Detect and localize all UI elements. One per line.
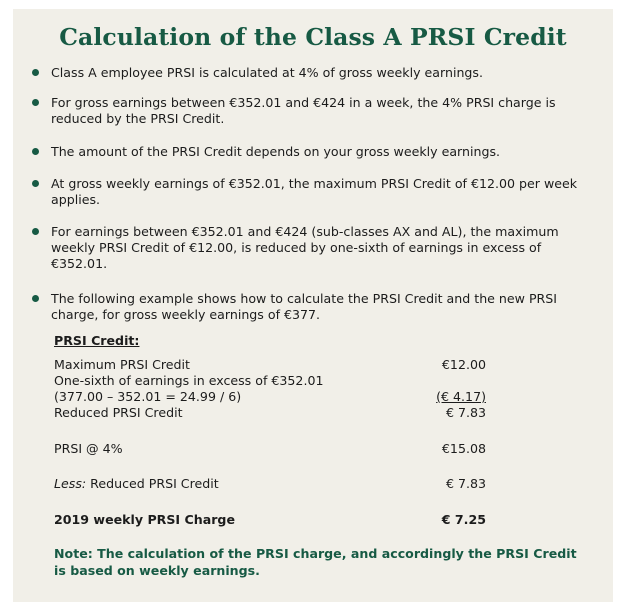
bullet-text: The following example shows how to calculate the PRSI Credit and the new PRSI charge, for gross weekly earnings of €377. xyxy=(51,291,558,322)
bullet-dot-icon xyxy=(32,148,39,155)
bullet-item xyxy=(51,95,581,127)
calc-heading: PRSI Credit: xyxy=(54,333,140,348)
max-credit-value: €12.00 xyxy=(441,357,486,372)
info-panel xyxy=(13,9,613,602)
bullet-dot-icon xyxy=(32,295,39,302)
less-prefix: Less: xyxy=(54,476,87,491)
bullet-item xyxy=(51,176,581,208)
one-sixth-value: (€ 4.17) xyxy=(436,389,486,404)
bullet-dot-icon xyxy=(32,69,39,76)
less-credit-label: Reduced PRSI Credit xyxy=(90,476,219,491)
bullet-text: For gross earnings between €352.01 and €424 in a week, the 4% PRSI charge is reduced by the PRSI Credit. xyxy=(51,95,556,126)
bullet-item xyxy=(51,291,581,323)
bullet-text: For earnings between €352.01 and €424 (sub-classes AX and AL), the maximum weekly PRSI Credit of €12.00, is reduced by one-sixth of earnings in excess of €352.01. xyxy=(51,224,559,271)
less-credit-row xyxy=(54,476,219,492)
bullet-text: The amount of the PRSI Credit depends on your gross weekly earnings. xyxy=(51,144,501,159)
bullet-text: Class A employee PRSI is calculated at 4% of gross weekly earnings. xyxy=(51,65,483,80)
reduced-credit-value: € 7.83 xyxy=(445,405,486,420)
prsi-rate-value: €15.08 xyxy=(441,441,486,456)
max-credit-label: Maximum PRSI Credit xyxy=(54,357,190,372)
one-sixth-label: One-sixth of earnings in excess of €352.01 xyxy=(54,373,324,388)
weekly-charge-value: € 7.25 xyxy=(441,512,486,527)
bullet-item xyxy=(51,65,581,81)
bullet-item xyxy=(51,144,581,160)
one-sixth-formula: (377.00 – 352.01 = 24.99 / 6) xyxy=(54,389,242,404)
bullet-dot-icon xyxy=(32,228,39,235)
bullet-text: At gross weekly earnings of €352.01, the maximum PRSI Credit of €12.00 per week applies. xyxy=(51,176,578,207)
bullet-dot-icon xyxy=(32,180,39,187)
note-text: Note: The calculation of the PRSI charge, and accordingly the PRSI Credit is based on weekly earnings. xyxy=(54,546,577,578)
bullet-dot-icon xyxy=(32,99,39,106)
bullet-item xyxy=(51,224,581,272)
prsi-rate-label: PRSI @ 4% xyxy=(54,441,123,456)
page-title: Calculation of the Class A PRSI Credit xyxy=(59,23,567,51)
less-credit-value: € 7.83 xyxy=(445,476,486,491)
reduced-credit-label: Reduced PRSI Credit xyxy=(54,405,183,420)
weekly-charge-label: 2019 weekly PRSI Charge xyxy=(54,512,235,527)
